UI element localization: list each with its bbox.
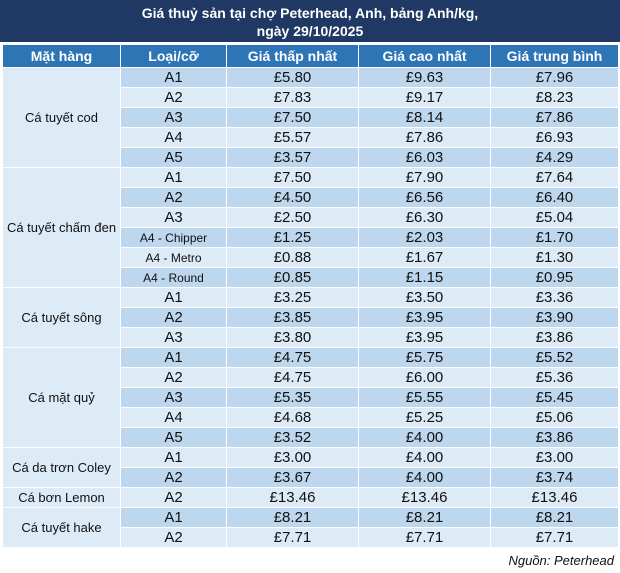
group-name-cell: Cá da trơn Coley xyxy=(3,448,121,488)
source-note: Nguồn: Peterhead xyxy=(508,553,614,568)
avg-price-cell: £3.36 xyxy=(491,288,619,308)
max-price-cell: £8.21 xyxy=(359,508,491,528)
avg-price-cell: £5.04 xyxy=(491,208,619,228)
group-name-cell: Cá tuyết cod xyxy=(3,68,121,168)
avg-price-cell: £3.74 xyxy=(491,468,619,488)
type-cell: A2 xyxy=(121,468,227,488)
avg-price-cell: £6.40 xyxy=(491,188,619,208)
min-price-cell: £3.67 xyxy=(227,468,359,488)
table-body xyxy=(3,68,619,548)
min-price-cell: £3.80 xyxy=(227,328,359,348)
avg-price-cell: £4.29 xyxy=(491,148,619,168)
header-row xyxy=(3,45,619,68)
avg-price-cell: £0.95 xyxy=(491,268,619,288)
min-price-cell: £13.46 xyxy=(227,488,359,508)
header-item: Mặt hàng xyxy=(3,45,121,68)
avg-price-cell: £8.23 xyxy=(491,88,619,108)
type-cell: A3 xyxy=(121,328,227,348)
type-cell: A3 xyxy=(121,388,227,408)
min-price-cell: £4.75 xyxy=(227,348,359,368)
max-price-cell: £4.00 xyxy=(359,468,491,488)
min-price-cell: £3.57 xyxy=(227,148,359,168)
max-price-cell: £9.63 xyxy=(359,68,491,88)
min-price-cell: £3.25 xyxy=(227,288,359,308)
avg-price-cell: £7.96 xyxy=(491,68,619,88)
max-price-cell: £5.25 xyxy=(359,408,491,428)
max-price-cell: £6.30 xyxy=(359,208,491,228)
group-name-cell: Cá mặt quỷ xyxy=(3,348,121,448)
max-price-cell: £6.03 xyxy=(359,148,491,168)
avg-price-cell: £5.36 xyxy=(491,368,619,388)
header-avg-price: Giá trung bình xyxy=(491,45,619,68)
max-price-cell: £3.95 xyxy=(359,328,491,348)
min-price-cell: £3.00 xyxy=(227,448,359,468)
type-cell: A2 xyxy=(121,368,227,388)
min-price-cell: £4.68 xyxy=(227,408,359,428)
min-price-cell: £0.88 xyxy=(227,248,359,268)
type-cell: A3 xyxy=(121,208,227,228)
max-price-cell: £5.55 xyxy=(359,388,491,408)
min-price-cell: £3.52 xyxy=(227,428,359,448)
type-cell: A1 xyxy=(121,508,227,528)
group-name-cell: Cá bơn Lemon xyxy=(3,488,121,508)
max-price-cell: £5.75 xyxy=(359,348,491,368)
min-price-cell: £4.50 xyxy=(227,188,359,208)
table-row xyxy=(3,288,619,308)
avg-price-cell: £5.52 xyxy=(491,348,619,368)
table-row xyxy=(3,448,619,468)
min-price-cell: £7.71 xyxy=(227,528,359,548)
min-price-cell: £1.25 xyxy=(227,228,359,248)
max-price-cell: £13.46 xyxy=(359,488,491,508)
max-price-cell: £3.50 xyxy=(359,288,491,308)
avg-price-cell: £7.71 xyxy=(491,528,619,548)
min-price-cell: £7.50 xyxy=(227,168,359,188)
table-row xyxy=(3,508,619,528)
group-name-cell: Cá tuyết sông xyxy=(3,288,121,348)
table-row xyxy=(3,348,619,368)
type-cell: A2 xyxy=(121,188,227,208)
max-price-cell: £7.71 xyxy=(359,528,491,548)
min-price-cell: £5.80 xyxy=(227,68,359,88)
max-price-cell: £6.56 xyxy=(359,188,491,208)
type-cell: A1 xyxy=(121,348,227,368)
header-type: Loại/cỡ xyxy=(121,45,227,68)
avg-price-cell: £5.45 xyxy=(491,388,619,408)
min-price-cell: £3.85 xyxy=(227,308,359,328)
max-price-cell: £3.95 xyxy=(359,308,491,328)
type-cell: A1 xyxy=(121,68,227,88)
max-price-cell: £8.14 xyxy=(359,108,491,128)
avg-price-cell: £3.86 xyxy=(491,428,619,448)
avg-price-cell: £13.46 xyxy=(491,488,619,508)
type-cell: A3 xyxy=(121,108,227,128)
group-name-cell: Cá tuyết chấm đen xyxy=(3,168,121,288)
type-cell: A4 - Metro xyxy=(121,248,227,268)
avg-price-cell: £3.00 xyxy=(491,448,619,468)
type-cell: A5 xyxy=(121,428,227,448)
type-cell: A2 xyxy=(121,88,227,108)
avg-price-cell: £3.86 xyxy=(491,328,619,348)
min-price-cell: £5.35 xyxy=(227,388,359,408)
min-price-cell: £8.21 xyxy=(227,508,359,528)
avg-price-cell: £6.93 xyxy=(491,128,619,148)
max-price-cell: £9.17 xyxy=(359,88,491,108)
table-title xyxy=(0,0,620,42)
type-cell: A4 - Chipper xyxy=(121,228,227,248)
type-cell: A1 xyxy=(121,288,227,308)
table-row xyxy=(3,488,619,508)
title-line-1: Giá thuỷ sản tại chợ Peterhead, Anh, bảng Anh/kg, xyxy=(141,5,479,21)
type-cell: A4 xyxy=(121,128,227,148)
type-cell: A2 xyxy=(121,488,227,508)
title-line-2: ngày 29/10/2025 xyxy=(256,23,364,39)
min-price-cell: £4.75 xyxy=(227,368,359,388)
type-cell: A5 xyxy=(121,148,227,168)
type-cell: A1 xyxy=(121,448,227,468)
type-cell: A4 xyxy=(121,408,227,428)
min-price-cell: £2.50 xyxy=(227,208,359,228)
group-name-cell: Cá tuyết hake xyxy=(3,508,121,548)
avg-price-cell: £1.30 xyxy=(491,248,619,268)
max-price-cell: £7.90 xyxy=(359,168,491,188)
max-price-cell: £2.03 xyxy=(359,228,491,248)
max-price-cell: £6.00 xyxy=(359,368,491,388)
min-price-cell: £0.85 xyxy=(227,268,359,288)
avg-price-cell: £7.64 xyxy=(491,168,619,188)
table-row xyxy=(3,68,619,88)
avg-price-cell: £1.70 xyxy=(491,228,619,248)
min-price-cell: £7.50 xyxy=(227,108,359,128)
max-price-cell: £1.15 xyxy=(359,268,491,288)
header-max-price: Giá cao nhất xyxy=(359,45,491,68)
avg-price-cell: £7.86 xyxy=(491,108,619,128)
max-price-cell: £7.86 xyxy=(359,128,491,148)
table-row xyxy=(3,168,619,188)
max-price-cell: £4.00 xyxy=(359,448,491,468)
max-price-cell: £4.00 xyxy=(359,428,491,448)
type-cell: A2 xyxy=(121,308,227,328)
min-price-cell: £7.83 xyxy=(227,88,359,108)
max-price-cell: £1.67 xyxy=(359,248,491,268)
avg-price-cell: £8.21 xyxy=(491,508,619,528)
avg-price-cell: £3.90 xyxy=(491,308,619,328)
header-min-price: Giá thấp nhất xyxy=(227,45,359,68)
avg-price-cell: £5.06 xyxy=(491,408,619,428)
price-table xyxy=(2,44,619,548)
type-cell: A2 xyxy=(121,528,227,548)
type-cell: A1 xyxy=(121,168,227,188)
type-cell: A4 - Round xyxy=(121,268,227,288)
min-price-cell: £5.57 xyxy=(227,128,359,148)
